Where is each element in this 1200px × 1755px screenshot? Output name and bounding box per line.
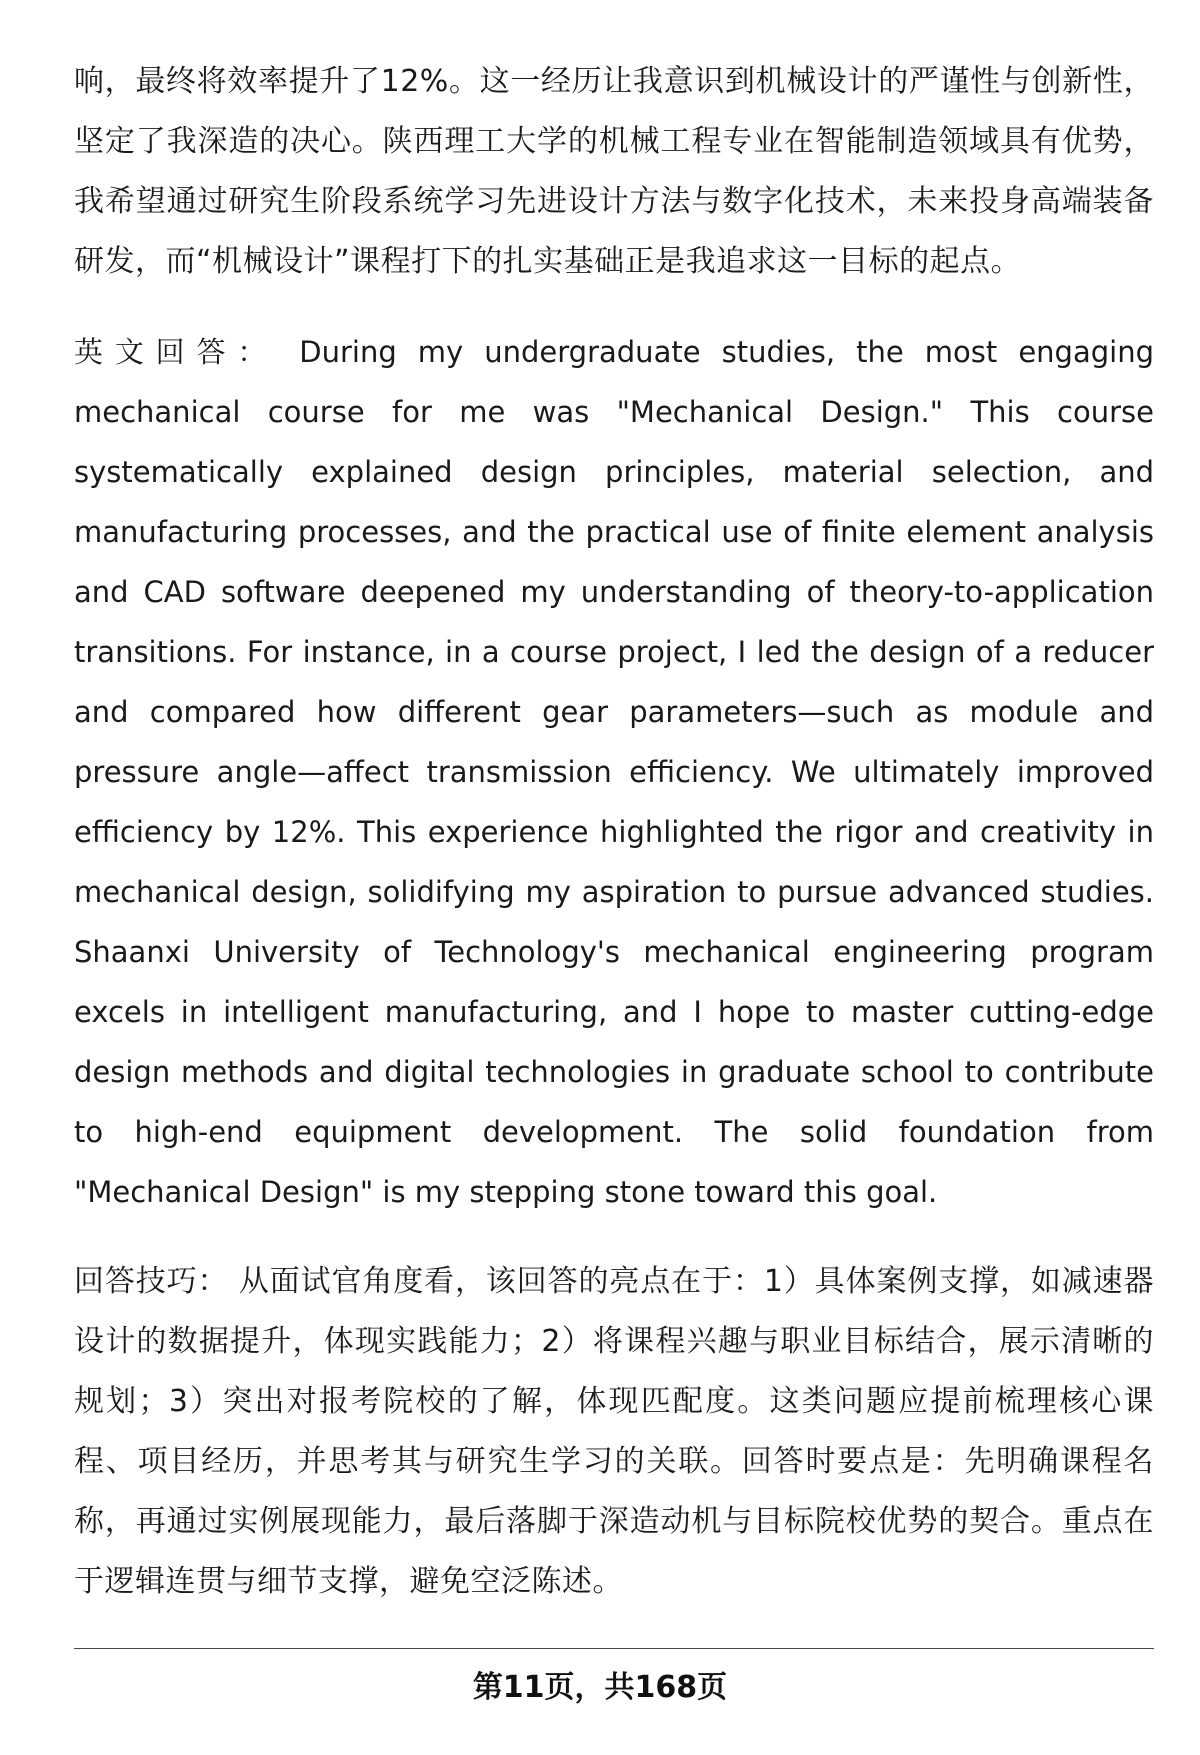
continuation-text: 响，最终将效率提升了12%。这一经历让我意识到机械设计的严谨性与创新性，坚定了我深造的决心。陕西理工大学的机械工程专业在智能制造领域具有优势，我希望通过研究生阶段系统学习先进设计方法与数字化技术，未来投身高端装备研发，而“机械设计”课程打下的扎实基础正是我追求这一目标的起点。 (74, 64, 1154, 279)
answer-tips-paragraph (74, 1252, 1154, 1612)
english-answer-text: During my undergraduate studies, the most engaging mechanical course for me was "Mechanical Design." This course systematically explained design principles, material selection, and manufacturing processes, and the practical use of finite element analysis and CAD software deepened my understanding of theory-to-application transitions. For instance, in a course project, I led the design of a reducer and compared how different gear parameters—such as module and pressure angle—affect transmission efficiency. We ultimately improved efficiency by 12%. This experience highlighted the rigor and creativity in mechanical design, solidifying my aspiration to pursue advanced studies. Shaanxi University of Technology's mechanical engineering program excels in intelligent manufacturing, and I hope to master cutting-edge design methods and digital technologies in graduate school to contribute to high-end equipment development. The solid foundation from "Mechanical Design" is my stepping stone toward this goal. (74, 335, 1154, 1209)
answer-tips-label: 回答技巧： (74, 1264, 229, 1299)
document-body (74, 52, 1154, 1642)
answer-tips-text: 从面试官角度看，该回答的亮点在于：1）具体案例支撑，如减速器设计的数据提升，体现实践能力；2）将课程兴趣与职业目标结合，展示清晰的规划；3）突出对报考院校的了解，体现匹配度。这类问题应提前梳理核心课程、项目经历，并思考其与研究生学习的关联。回答时要点是：先明确课程名称，再通过实例展现能力，最后落脚于深造动机与目标院校优势的契合。重点在于逻辑连贯与细节支撑，避免空泛陈述。 (74, 1264, 1154, 1599)
continuation-paragraph (74, 52, 1154, 292)
footer-divider (74, 1648, 1154, 1649)
english-answer-label: 英文回答： (74, 335, 279, 369)
page-number: 第11页，共168页 (472, 1670, 728, 1705)
english-answer-paragraph (74, 322, 1154, 1222)
